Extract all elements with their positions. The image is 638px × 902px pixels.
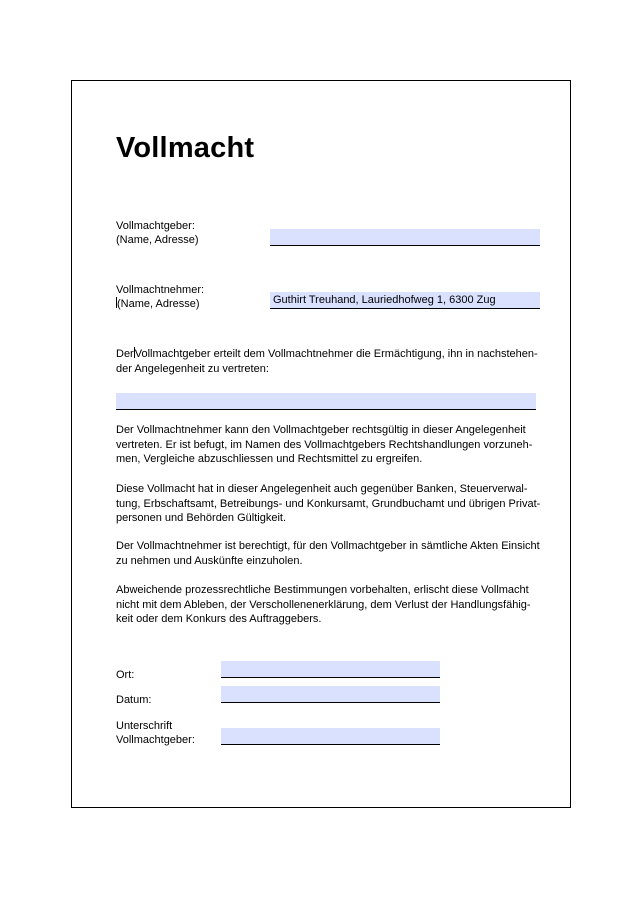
body-paragraph-4: Abweichende prozessrechtliche Bestimmungen vorbehalten, erlischt diese Vollmacht nicht mit dem Ableben, der Verschollenenerklärung, dem Verlust der Handlungsfähig-keit oder dem Konkurs des Auftraggebers. <box>116 584 531 626</box>
body-paragraph-1: Der Vollmachtnehmer kann den Vollmachtgeber rechtsgültig in dieser Angelegenheit vertreten. Er ist befugt, im Namen des Vollmachtgebers Rechtshandlungen vorzuneh-men, Vergleiche abzuschliessen und Rechtsmittel zu ergreifen. <box>116 424 533 466</box>
signature-label-line2: Vollmachtgeber: <box>116 734 195 746</box>
date-label: Datum: <box>116 694 152 706</box>
grantor-label <box>116 219 199 247</box>
grantor-field[interactable] <box>270 229 540 246</box>
signature-label-line1: Unterschrift <box>116 720 173 732</box>
matter-field[interactable] <box>116 393 536 410</box>
grantee-label-line1: Vollmachtnehmer: <box>116 284 205 296</box>
body-paragraph-2: Diese Vollmacht hat in dieser Angelegenheit auch gegenüber Banken, Steuerverwal-tung, Erbschaftsamt, Betreibungs- und Konkursamt, Grundbuchamt und übrigen Privat-personen und Behörden Gültigkeit. <box>116 483 541 525</box>
grantee-field[interactable]: Guthirt Treuhand, Lauriedhofweg 1, 6300 Zug <box>270 292 540 309</box>
place-field[interactable] <box>221 661 440 678</box>
signature-field[interactable] <box>221 728 440 745</box>
grantor-label-line2: (Name, Adresse) <box>116 234 199 246</box>
signature-label <box>116 719 195 747</box>
date-field[interactable] <box>221 686 440 703</box>
page-title: Vollmacht <box>116 132 255 164</box>
grantee-label <box>116 283 204 311</box>
place-label: Ort: <box>116 669 135 681</box>
body-paragraph-3: Der Vollmachtnehmer ist berechtigt, für den Vollmachtgeber in sämtliche Akten Einsicht zu nehmen und Auskünfte einzuholen. <box>116 540 540 567</box>
grantee-label-line2: (Name, Adresse) <box>117 298 200 310</box>
intro-paragraph: DerVollmachtgeber erteilt dem Vollmachtnehmer die Ermächtigung, ihn in nachstehen-der Angelegenheit zu vertreten: <box>116 348 538 375</box>
grantor-label-line1: Vollmachtgeber: <box>116 220 195 232</box>
